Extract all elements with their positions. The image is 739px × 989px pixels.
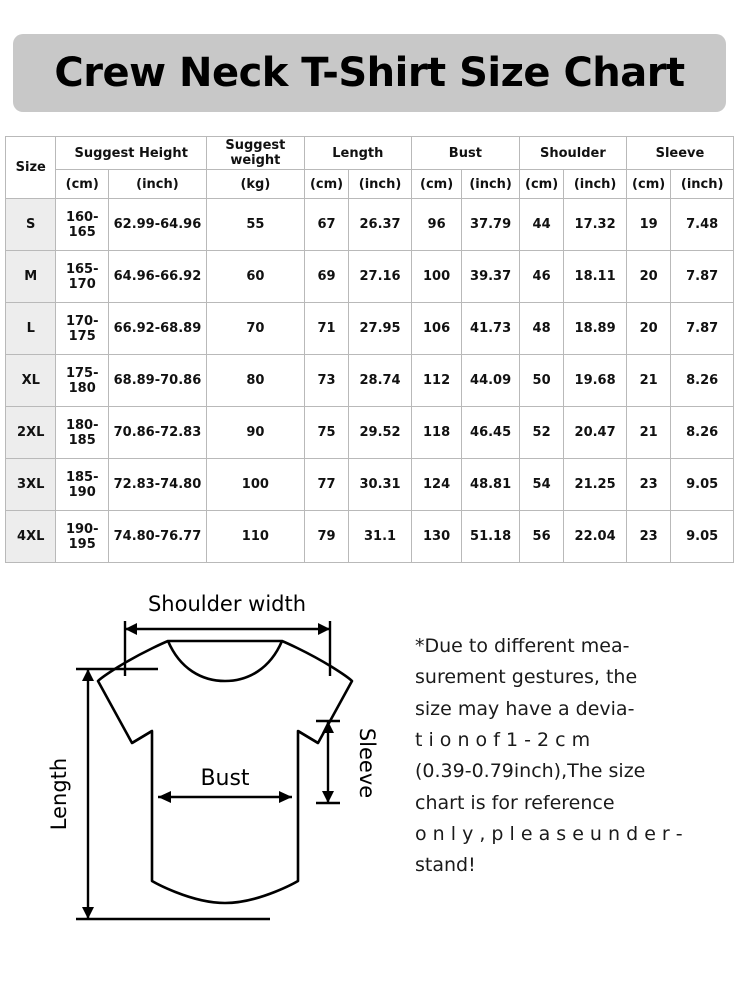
cell-weight-kg: 60 [206, 251, 304, 303]
cell-weight-kg: 90 [206, 407, 304, 459]
cell-length-inch: 27.16 [349, 251, 412, 303]
cell-shoulder-inch: 22.04 [564, 511, 627, 563]
cell-sleeve-inch: 7.48 [671, 199, 734, 251]
title-banner [13, 34, 726, 112]
table-row [6, 355, 734, 407]
cell-length-inch: 26.37 [349, 199, 412, 251]
bust-label: Bust [200, 766, 250, 791]
table-row [6, 303, 734, 355]
cell-weight-kg: 80 [206, 355, 304, 407]
cell-length-cm: 69 [304, 251, 348, 303]
cell-bust-inch: 48.81 [462, 459, 520, 511]
cell-height-inch: 68.89-70.86 [108, 355, 206, 407]
cell-shoulder-cm: 56 [519, 511, 563, 563]
cell-length-inch: 29.52 [349, 407, 412, 459]
shoulder-width-label: Shoulder width [147, 592, 307, 616]
cell-bust-inch: 46.45 [462, 407, 520, 459]
cell-height-cm: 180-185 [56, 407, 109, 459]
subheader-sleeve-cm: (cm) [626, 170, 670, 199]
length-label: Length [47, 757, 71, 831]
cell-shoulder-inch: 18.89 [564, 303, 627, 355]
cell-height-inch: 64.96-66.92 [108, 251, 206, 303]
arrowhead-down-icon [82, 907, 94, 919]
cell-size: 3XL [6, 459, 56, 511]
subheader-weight-kg: (kg) [206, 170, 304, 199]
cell-sleeve-cm: 23 [626, 459, 670, 511]
cell-size: 4XL [6, 511, 56, 563]
arrowhead-up-icon [82, 669, 94, 681]
subheader-shoulder-inch: (inch) [564, 170, 627, 199]
cell-bust-cm: 124 [411, 459, 461, 511]
arrowhead-left-icon [158, 791, 171, 803]
cell-sleeve-cm: 20 [626, 251, 670, 303]
note-line-7: o n l y , p l e a s e u n d e r - [415, 823, 683, 846]
cell-length-cm: 73 [304, 355, 348, 407]
cell-shoulder-cm: 44 [519, 199, 563, 251]
cell-bust-cm: 118 [411, 407, 461, 459]
note-line-4: t i o n o f 1 - 2 c m [415, 729, 591, 752]
cell-bust-inch: 44.09 [462, 355, 520, 407]
bottom-section [0, 581, 739, 961]
note-line-2: surement gestures, the [415, 666, 638, 689]
cell-height-cm: 165-170 [56, 251, 109, 303]
subheader-shoulder-cm: (cm) [519, 170, 563, 199]
cell-length-inch: 30.31 [349, 459, 412, 511]
cell-height-inch: 74.80-76.77 [108, 511, 206, 563]
cell-bust-cm: 96 [411, 199, 461, 251]
arrowhead-left-icon [125, 623, 137, 635]
note-line-8: stand! [415, 854, 476, 877]
cell-height-cm: 160-165 [56, 199, 109, 251]
cell-bust-inch: 37.79 [462, 199, 520, 251]
cell-length-cm: 71 [304, 303, 348, 355]
cell-shoulder-inch: 20.47 [564, 407, 627, 459]
cell-shoulder-cm: 54 [519, 459, 563, 511]
cell-size: 2XL [6, 407, 56, 459]
table-header-top-row [6, 137, 734, 170]
arrowhead-up-icon [322, 721, 334, 733]
cell-length-cm: 79 [304, 511, 348, 563]
tshirt-measurement-diagram [40, 581, 400, 951]
cell-shoulder-cm: 50 [519, 355, 563, 407]
cell-bust-inch: 51.18 [462, 511, 520, 563]
cell-shoulder-inch: 19.68 [564, 355, 627, 407]
cell-length-cm: 75 [304, 407, 348, 459]
length-arrow [76, 669, 270, 919]
header-length: Length [304, 137, 411, 170]
cell-sleeve-inch: 9.05 [671, 459, 734, 511]
cell-sleeve-inch: 7.87 [671, 303, 734, 355]
cell-length-cm: 77 [304, 459, 348, 511]
sleeve-label: Sleeve [355, 727, 379, 799]
subheader-sleeve-inch: (inch) [671, 170, 734, 199]
cell-shoulder-inch: 18.11 [564, 251, 627, 303]
note-line-6: chart is for reference [415, 791, 615, 814]
cell-sleeve-cm: 23 [626, 511, 670, 563]
cell-length-inch: 27.95 [349, 303, 412, 355]
header-size: Size [6, 137, 56, 199]
subheader-height-inch: (inch) [108, 170, 206, 199]
note-line-5: (0.39-0.79inch),The size [415, 760, 646, 783]
header-suggest-weight: Suggest weight [206, 137, 304, 170]
cell-size: XL [6, 355, 56, 407]
cell-bust-cm: 100 [411, 251, 461, 303]
arrowhead-right-icon [279, 791, 292, 803]
cell-height-inch: 70.86-72.83 [108, 407, 206, 459]
subheader-length-cm: (cm) [304, 170, 348, 199]
page-title: Crew Neck T-Shirt Size Chart [54, 50, 685, 96]
note-line-1: *Due to different mea- [415, 635, 630, 657]
cell-size: L [6, 303, 56, 355]
cell-bust-inch: 39.37 [462, 251, 520, 303]
cell-sleeve-inch: 7.87 [671, 251, 734, 303]
cell-height-cm: 170-175 [56, 303, 109, 355]
cell-sleeve-cm: 19 [626, 199, 670, 251]
subheader-bust-cm: (cm) [411, 170, 461, 199]
cell-sleeve-cm: 21 [626, 355, 670, 407]
subheader-bust-inch: (inch) [462, 170, 520, 199]
cell-size: S [6, 199, 56, 251]
cell-sleeve-inch: 9.05 [671, 511, 734, 563]
cell-bust-cm: 106 [411, 303, 461, 355]
cell-length-cm: 67 [304, 199, 348, 251]
cell-length-inch: 31.1 [349, 511, 412, 563]
table-row [6, 511, 734, 563]
size-chart-table-wrapper [5, 136, 734, 563]
cell-shoulder-cm: 48 [519, 303, 563, 355]
cell-shoulder-cm: 46 [519, 251, 563, 303]
header-shoulder: Shoulder [519, 137, 626, 170]
cell-height-cm: 175-180 [56, 355, 109, 407]
arrowhead-right-icon [318, 623, 330, 635]
cell-length-inch: 28.74 [349, 355, 412, 407]
subheader-height-cm: (cm) [56, 170, 109, 199]
cell-height-inch: 62.99-64.96 [108, 199, 206, 251]
cell-size: M [6, 251, 56, 303]
cell-weight-kg: 70 [206, 303, 304, 355]
table-row [6, 251, 734, 303]
header-suggest-height: Suggest Height [56, 137, 206, 170]
cell-height-inch: 66.92-68.89 [108, 303, 206, 355]
cell-sleeve-cm: 21 [626, 407, 670, 459]
cell-sleeve-inch: 8.26 [671, 407, 734, 459]
cell-shoulder-inch: 17.32 [564, 199, 627, 251]
cell-weight-kg: 100 [206, 459, 304, 511]
cell-height-inch: 72.83-74.80 [108, 459, 206, 511]
note-line-3: size may have a devia- [415, 697, 635, 720]
cell-shoulder-inch: 21.25 [564, 459, 627, 511]
cell-sleeve-cm: 20 [626, 303, 670, 355]
table-row [6, 459, 734, 511]
disclaimer-note [415, 631, 715, 882]
cell-weight-kg: 55 [206, 199, 304, 251]
cell-bust-inch: 41.73 [462, 303, 520, 355]
sleeve-arrow [316, 721, 340, 803]
table-header-sub-row [6, 170, 734, 199]
subheader-length-inch: (inch) [349, 170, 412, 199]
table-row [6, 199, 734, 251]
cell-height-cm: 185-190 [56, 459, 109, 511]
size-chart-table [5, 136, 734, 563]
cell-height-cm: 190-195 [56, 511, 109, 563]
cell-bust-cm: 130 [411, 511, 461, 563]
header-sleeve: Sleeve [626, 137, 733, 170]
header-bust: Bust [411, 137, 519, 170]
table-row [6, 407, 734, 459]
cell-weight-kg: 110 [206, 511, 304, 563]
cell-sleeve-inch: 8.26 [671, 355, 734, 407]
cell-bust-cm: 112 [411, 355, 461, 407]
arrowhead-down-icon [322, 791, 334, 803]
cell-shoulder-cm: 52 [519, 407, 563, 459]
